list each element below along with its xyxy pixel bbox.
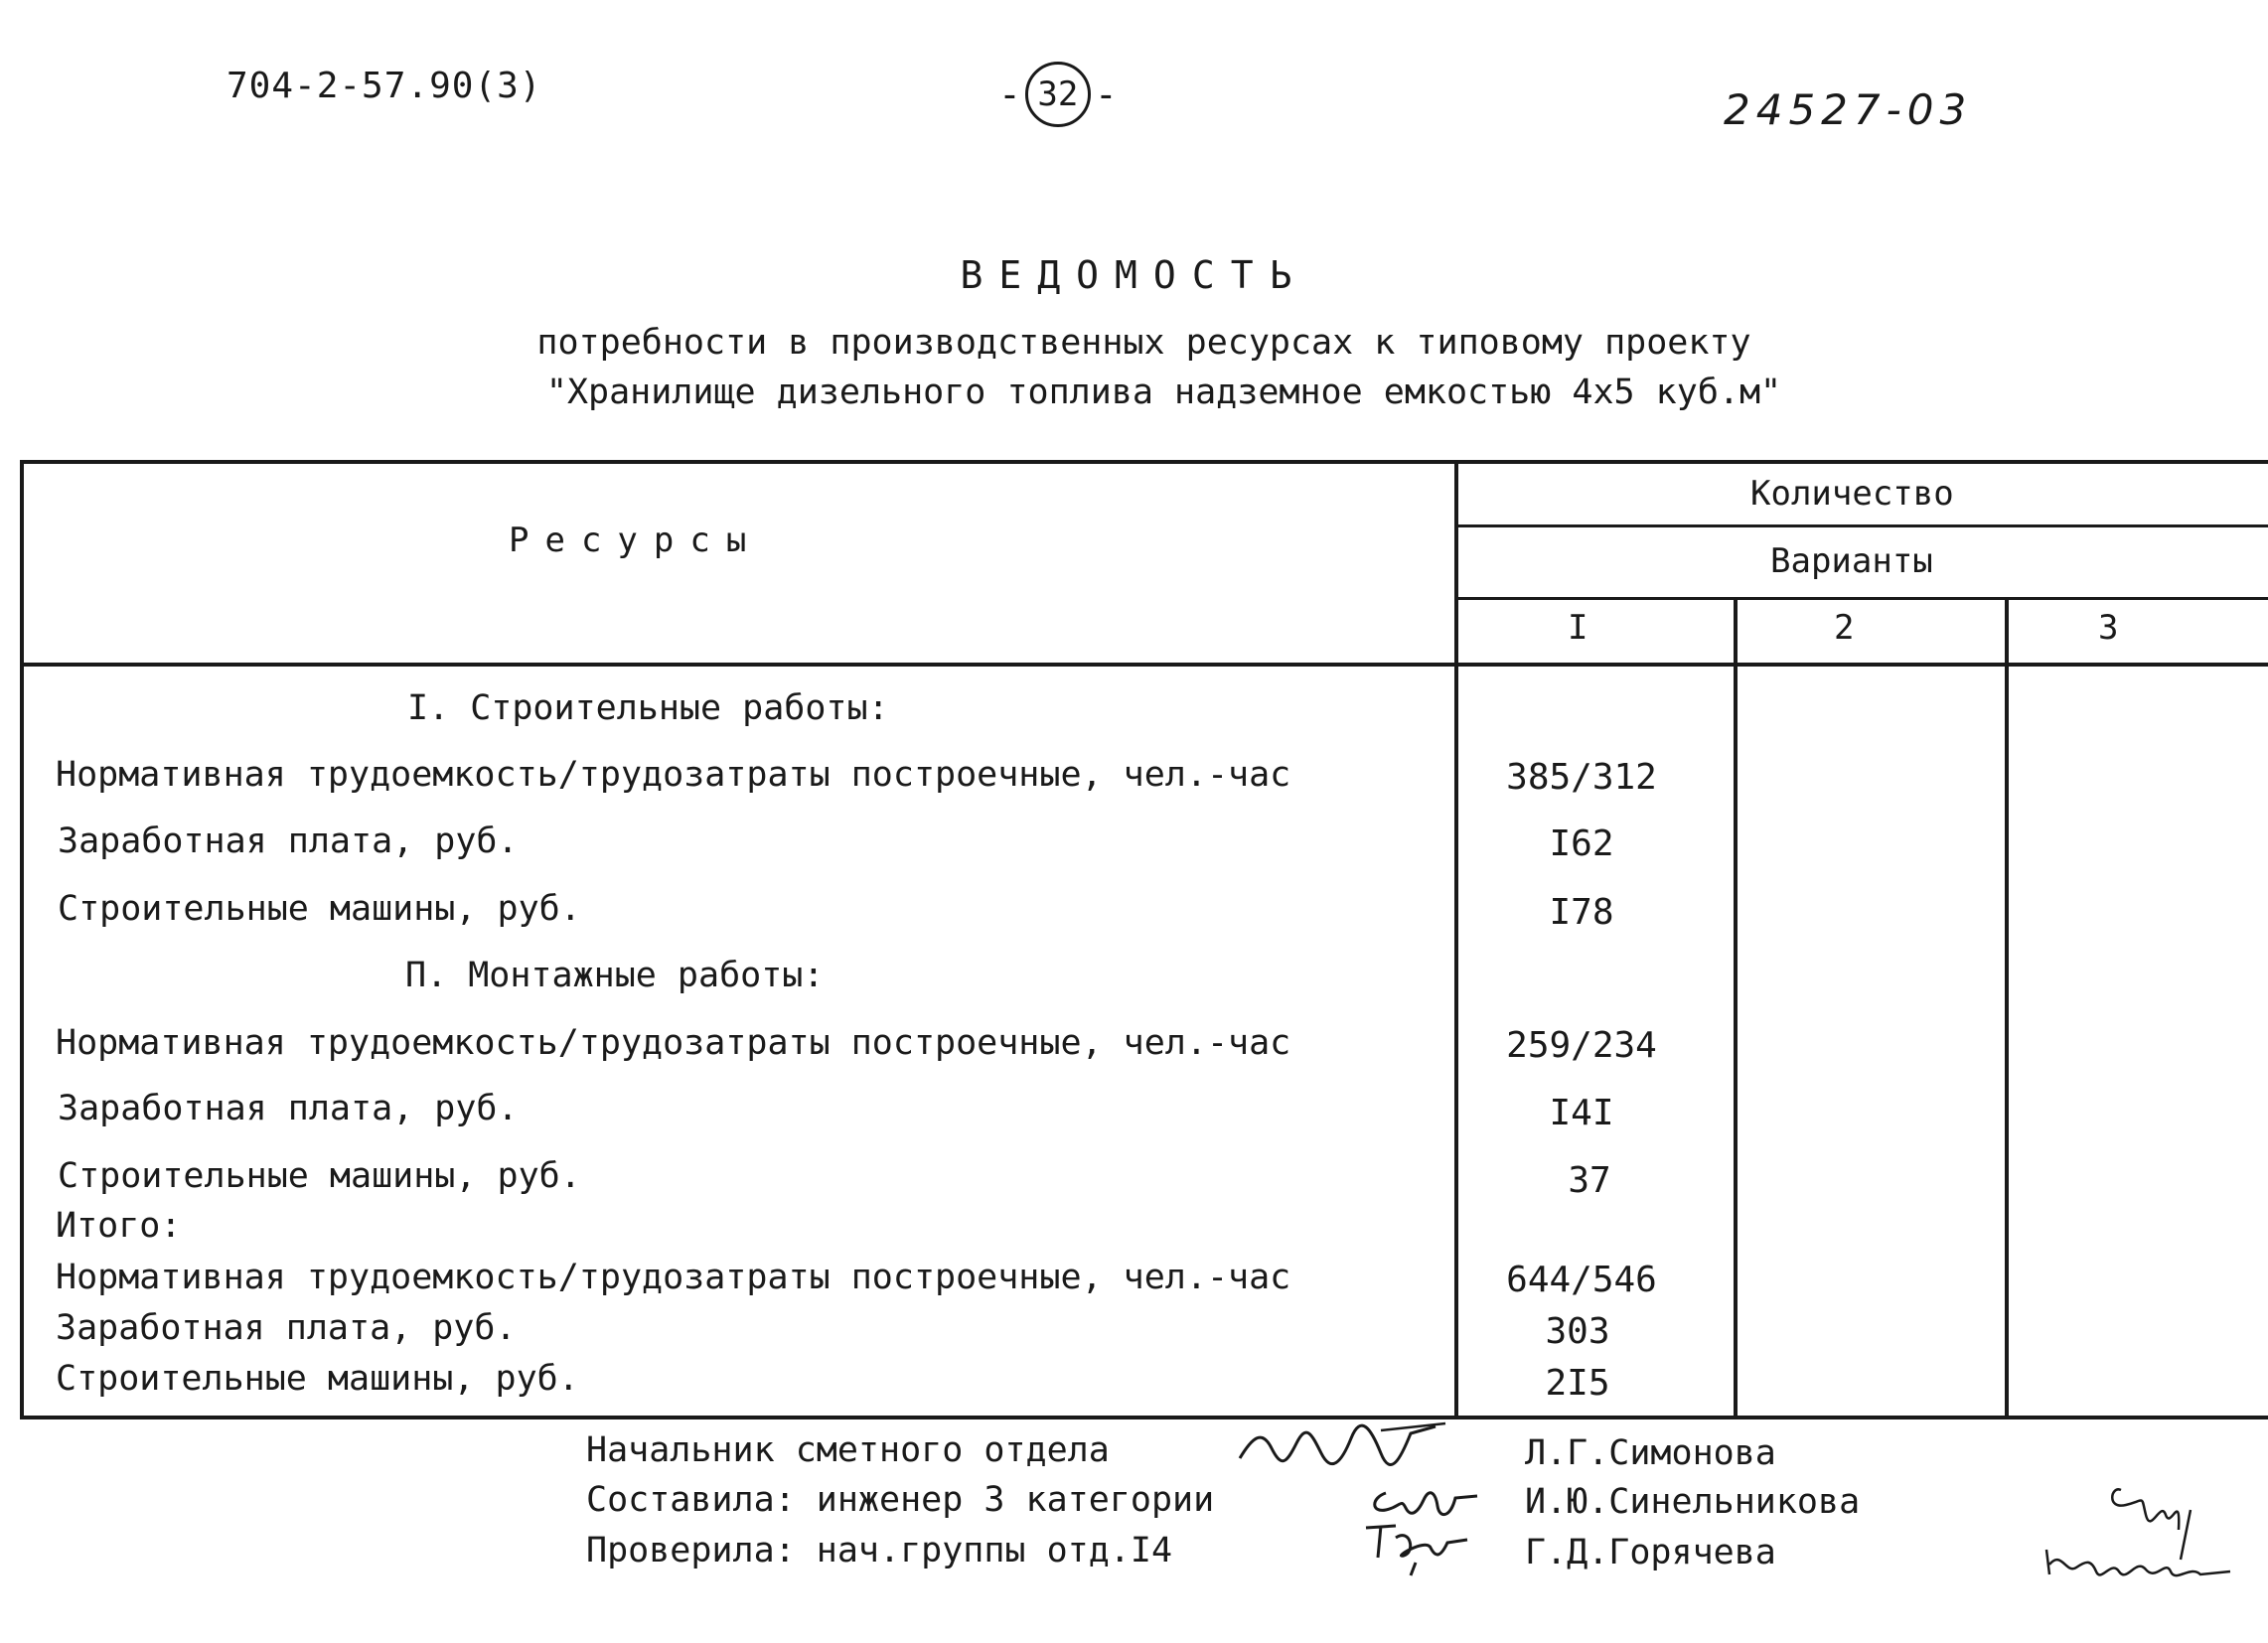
- document-code: 704-2-57.90(3): [227, 66, 542, 106]
- section-heading-assembly: П. Монтажные работы:: [405, 956, 825, 995]
- document-subtitle-line1: потребности в производственных ресурсах к типовому проекту: [536, 323, 1751, 363]
- signature-name: И.Ю.Синельникова: [1525, 1482, 1861, 1522]
- table-row-value: 37: [1568, 1160, 1611, 1201]
- table-row-label: Заработная плата, руб.: [58, 822, 519, 861]
- handwritten-signature: [1356, 1518, 1475, 1577]
- document-title: ВЕДОМОСТЬ: [960, 253, 1308, 297]
- variant-3-header: 3: [2098, 608, 2119, 648]
- table-row-value: 385/312: [1506, 757, 1657, 798]
- handwritten-signature: [1366, 1478, 1485, 1523]
- column-header-resources: Ресурсы: [509, 521, 763, 560]
- signature-role: Составила: инженер 3 категории: [586, 1480, 1215, 1520]
- table-row-label: Строительные машины, руб.: [58, 889, 581, 929]
- variant-2-header: 2: [1834, 608, 1855, 648]
- table-row-value: 644/546: [1506, 1260, 1657, 1300]
- table-row-label: Нормативная трудоемкость/трудозатраты построечные, чел.-час: [56, 755, 1291, 795]
- handwritten-number: 24527-03: [1724, 85, 1973, 134]
- signature-role: Проверила: нач.группы отд.I4: [586, 1531, 1173, 1570]
- handwritten-signature: [2041, 1480, 2240, 1589]
- page-number: - 32 -: [998, 62, 1118, 127]
- signature-role: Начальник сметного отдела: [586, 1430, 1110, 1470]
- table-row-value: I4I: [1549, 1093, 1614, 1133]
- document-subtitle-line2: "Хранилище дизельного топлива надземное емкостью 4х5 куб.м": [545, 373, 1782, 412]
- table-row-label: Нормативная трудоемкость/трудозатраты построечные, чел.-час: [56, 1258, 1291, 1297]
- signature-name: Г.Д.Горячева: [1525, 1533, 1776, 1572]
- table-row-value: 2I5: [1545, 1363, 1610, 1404]
- table-row-value: 259/234: [1506, 1025, 1657, 1066]
- table-row-label: Строительные машины, руб.: [58, 1156, 581, 1196]
- section-heading-construction: I. Строительные работы:: [407, 688, 889, 728]
- table-row-value: I78: [1549, 892, 1614, 933]
- page-number-circle: 32: [1025, 62, 1091, 127]
- column-header-quantity: Количество: [1750, 474, 1954, 514]
- variant-1-header: I: [1568, 608, 1588, 648]
- table-row-value: 303: [1545, 1311, 1610, 1352]
- handwritten-signature: [1232, 1419, 1450, 1478]
- table-row-label: Нормативная трудоемкость/трудозатраты построечные, чел.-час: [56, 1023, 1291, 1063]
- table-row-label: Заработная плата, руб.: [56, 1308, 517, 1348]
- signature-name: Л.Г.Симонова: [1525, 1433, 1776, 1473]
- section-heading-total: Итого:: [56, 1206, 182, 1246]
- table-row-value: I62: [1549, 823, 1614, 864]
- table-row-label: Заработная плата, руб.: [58, 1089, 519, 1128]
- table-row-label: Строительные машины, руб.: [56, 1359, 579, 1399]
- column-header-variants: Варианты: [1770, 541, 1933, 581]
